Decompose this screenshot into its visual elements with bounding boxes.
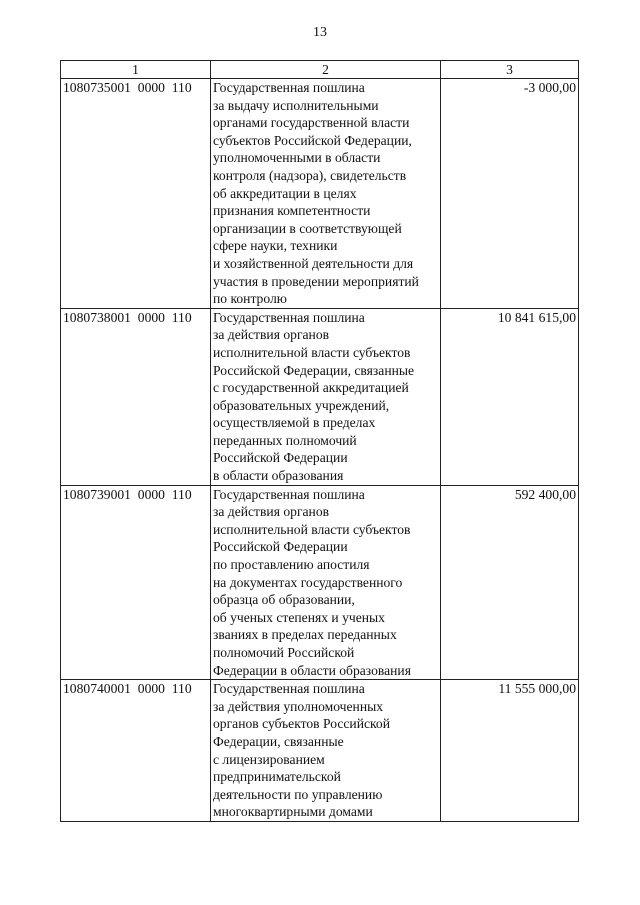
description-line: Государственная пошлина [213,80,365,95]
description-line: участия в проведении мероприятий [213,273,419,289]
description-line: уполномоченными в области [213,150,381,166]
description-line: органов субъектов Российской [213,716,390,732]
description-line: исполнительной власти субъектов [213,344,411,360]
table-row [61,308,579,485]
table-row [61,485,579,680]
description-line: званиях в пределах переданных [213,627,397,643]
description-line: сфере науки, техники [213,238,338,254]
description-line: Российской Федерации [213,539,348,555]
description-line: с государственной аккредитацией [213,380,409,396]
description-line: за действия органов [213,504,330,520]
description-line: контроля (надзора), свидетельств [213,167,407,183]
column-header-name: 2 [211,61,441,79]
column-header-amount: 3 [441,61,579,79]
description-line: многоквартирными домами [213,804,373,820]
description-line: об ученых степенях и ученых [213,609,385,625]
description-line: Государственная пошлина [213,681,365,697]
description-line: по контролю [213,291,287,307]
description-line: Российской Федерации [213,450,348,466]
description-cell [211,485,441,680]
amount-cell: -3 000,00 [441,79,579,309]
description-line: полномочий Российской [213,645,355,660]
budget-code-cell: 1080735001 0000 110 [61,79,211,309]
description-line: Государственная пошлина [213,309,365,325]
budget-code-cell: 1080738001 0000 110 [61,308,211,485]
table-body [61,79,579,822]
amount-cell: 11 555 000,00 [441,680,579,822]
description-line: за выдачу исполнительными [213,97,379,113]
description-line: признания компетентности [213,203,371,219]
header-row [61,61,579,79]
description-line: по проставлению апостиля [213,557,370,573]
description-line: Российской Федерации, связанные [213,362,415,378]
budget-code-cell: 1080739001 0000 110 [61,485,211,680]
description-line: в области образования [213,468,344,484]
table-row [61,79,579,309]
table-header [61,61,579,79]
description-line: и хозяйственной деятельности для [213,255,414,271]
description-line: переданных полномочий [213,432,357,448]
description-line: образовательных учреждений, [213,397,390,413]
description-line: субъектов Российской Федерации, [213,132,412,148]
description-cell [211,308,441,485]
description-line: Государственная пошлина [213,486,365,502]
amount-cell: 592 400,00 [441,485,579,680]
description-cell [211,79,441,309]
description-line: предпринимательской [213,769,341,785]
amount-cell: 10 841 615,00 [441,308,579,485]
description-cell [211,680,441,822]
description-line: за действия органов [213,327,330,343]
description-line: на документах государственного [213,574,403,590]
description-line: образца об образовании, [213,592,355,608]
description-line: исполнительной власти субъектов [213,521,411,537]
page-number: 13 [313,25,327,40]
description-line: деятельности по управлению [213,786,383,802]
description-line: организации в соответствующей [213,220,402,236]
description-line: с лицензированием [213,751,325,767]
budget-table [60,60,579,822]
description-line: об аккредитации в целях [213,185,357,201]
description-line: за действия уполномоченных [213,698,384,714]
column-header-code: 1 [61,61,211,79]
description-line: Федерации, связанные [213,733,344,749]
description-line: осуществляемой в пределах [213,415,376,431]
budget-code-cell: 1080740001 0000 110 [61,680,211,822]
description-line: Федерации в области образования [213,662,411,678]
table-row [61,680,579,822]
description-line: органами государственной власти [213,115,410,131]
